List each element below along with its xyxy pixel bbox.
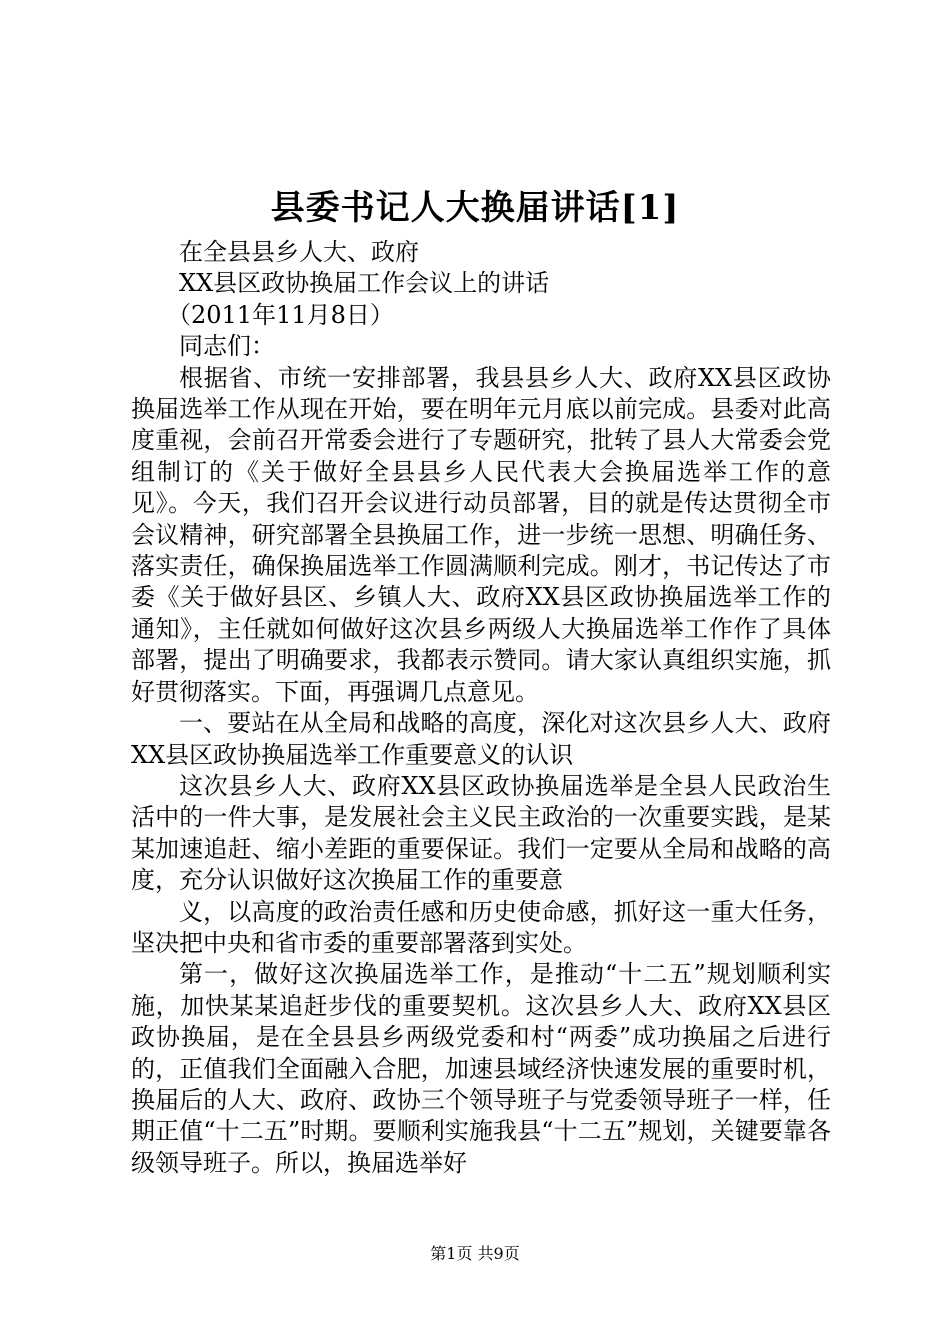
paragraph-importance-cont: 义，以高度的政治责任感和历史使命感，抓好这一重大任务，坚决把中央和省市委的重要部署落到实处。	[131, 897, 831, 957]
paragraph-intro: 根据省、市统一安排部署，我县县乡人大、政府XX县区政协换届选举工作从现在开始，要在明年元月底以前完成。县委对此高度重视，会前召开常委会进行了专题研究，批转了县人大常委会党组制订的《关于做好全县县乡人民代表大会换届选举工作的意见》。今天，我们召开会议进行动员部署，目的就是传达贯彻全市会议精神，研究部署全县换届工作，进一步统一思想、明确任务、落实责任，确保换届选举工作圆满顺利完成。刚才，书记传达了市委《关于做好县区、乡镇人大、政府XX县区政协换届选举工作的通知》，主任就如何做好这次县乡两级人大换届选举工作作了具体部署，提出了明确要求，我都表示赞同。请大家认真组织实施，抓好贯彻落实。下面，再强调几点意见。	[131, 363, 831, 706]
paragraph-date: （2011年11月8日）	[167, 300, 394, 329]
paragraph-importance: 这次县乡人大、政府XX县区政协换届选举是全县人民政治生活中的一件大事，是发展社会主义民主政治的一次重要实践，是某某加速追赶、缩小差距的重要保证。我们一定要从全局和战略的高度，充分认识做好这次换届工作的重要意	[131, 771, 831, 895]
paragraph-heading-line-1: 在全县县乡人大、政府	[179, 238, 419, 266]
document-body	[131, 237, 831, 1179]
document-title: 县委书记人大换届讲话[1]	[270, 188, 680, 228]
page-footer: 第1页 共9页	[430, 1244, 520, 1263]
paragraph-salutation: 同志们：	[179, 332, 275, 361]
paragraph-heading-line-2: XX县区政协换届工作会议上的讲话	[179, 269, 550, 298]
paragraph-section-heading-1: 一、要站在从全局和战略的高度，深化对这次县乡人大、政府XX县区政协换届选举工作重要意义的认识	[131, 709, 831, 769]
paragraph-point-1: 第一，做好这次换届选举工作，是推动“十二五”规划顺利实施，加快某某追赶步伐的重要契机。这次县乡人大、政府XX县区政协换届，是在全县县乡两级党委和村“两委”成功换届之后进行的，正值我们全面融入合肥，加速县域经济快速发展的重要时机，换届后的人大、政府、政协三个领导班子与党委领导班子一样，任期正值“十二五”时期。要顺利实施我县“十二五”规划，关键要靠各级领导班子。所以，换届选举好	[131, 960, 831, 1177]
